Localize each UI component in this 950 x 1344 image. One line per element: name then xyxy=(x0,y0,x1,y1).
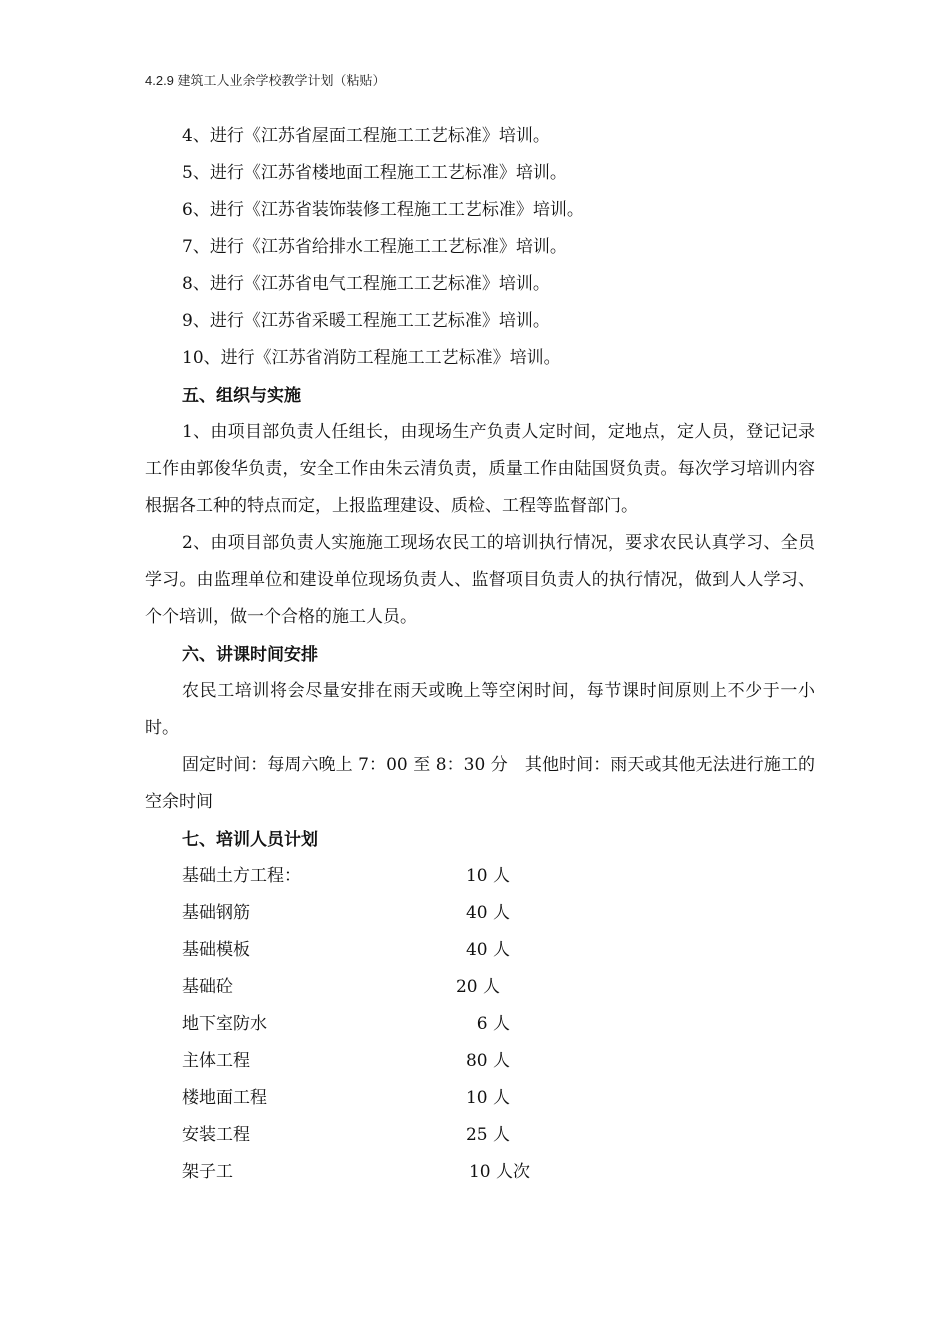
row-name: 安装工程 xyxy=(182,1125,250,1145)
table-row xyxy=(145,1080,815,1117)
table-row xyxy=(145,1117,815,1154)
paragraph: 2、由项目部负责人实施施工现场农民工的培训执行情况，要求农民认真学习、全员学习。由监理单位和建设单位现场负责人、监督项目负责人的执行情况，做到人人学习、个个培训，做一个合格的施工人员。 xyxy=(145,533,815,627)
list-item: 6、进行《江苏省装饰装修工程施工工艺标准》培训。 xyxy=(182,200,584,220)
row-name: 基础砼 xyxy=(182,977,233,997)
row-name: 基础土方工程： xyxy=(182,866,301,886)
list-item: 4、进行《江苏省屋面工程施工工艺标准》培训。 xyxy=(182,126,550,146)
row-count: 25 人 xyxy=(465,1125,510,1145)
row-count: 40 人 xyxy=(465,903,510,923)
list-item: 10、进行《江苏省消防工程施工工艺标准》培训。 xyxy=(182,348,561,368)
row-count: 6 人 xyxy=(476,1014,510,1034)
page-header: 4.2.9 建筑工人业余学校教学计划（粘贴） xyxy=(145,73,386,88)
table-row xyxy=(145,1154,815,1191)
row-name: 地下室防水 xyxy=(182,1014,267,1034)
table-row xyxy=(145,895,815,932)
table-row xyxy=(145,858,815,895)
table-row xyxy=(145,1006,815,1043)
table-row xyxy=(145,932,815,969)
paragraph: 农民工培训将会尽量安排在雨天或晚上等空闲时间，每节课时间原则上不少于一小时。 xyxy=(145,681,815,738)
row-count: 10 人次 xyxy=(468,1162,530,1182)
list-item: 9、进行《江苏省采暖工程施工工艺标准》培训。 xyxy=(182,311,550,331)
section-heading: 五、组织与实施 xyxy=(182,386,301,405)
row-name: 主体工程 xyxy=(182,1051,250,1071)
row-count: 10 人 xyxy=(465,866,510,886)
row-count: 40 人 xyxy=(465,940,510,960)
row-name: 基础钢筋 xyxy=(182,903,250,923)
list-item: 7、进行《江苏省给排水工程施工工艺标准》培训。 xyxy=(182,237,567,257)
table-row xyxy=(145,1043,815,1080)
row-count: 80 人 xyxy=(465,1051,510,1071)
paragraph: 1、由项目部负责人任组长，由现场生产负责人定时间，定地点，定人员，登记记录工作由郭俊华负责，安全工作由朱云清负责，质量工作由陆国贤负责。每次学习培训内容根据各工种的特点而定，上报监理建设、质检、工程等监督部门。 xyxy=(145,422,815,516)
section-heading: 六、讲课时间安排 xyxy=(182,645,318,664)
row-count: 20 人 xyxy=(455,977,500,997)
list-item: 5、进行《江苏省楼地面工程施工工艺标准》培训。 xyxy=(182,163,567,183)
row-name: 架子工 xyxy=(182,1162,233,1182)
paragraph: 固定时间：每周六晚上 7：00 至 8：30 分 其他时间：雨天或其他无法进行施工的空余时间 xyxy=(145,755,815,812)
row-count: 10 人 xyxy=(465,1088,510,1108)
document-body xyxy=(145,118,815,1191)
row-name: 楼地面工程 xyxy=(182,1088,267,1108)
section-heading: 七、培训人员计划 xyxy=(182,830,318,849)
row-name: 基础模板 xyxy=(182,940,250,960)
list-item: 8、进行《江苏省电气工程施工工艺标准》培训。 xyxy=(182,274,550,294)
table-row xyxy=(145,969,815,1006)
